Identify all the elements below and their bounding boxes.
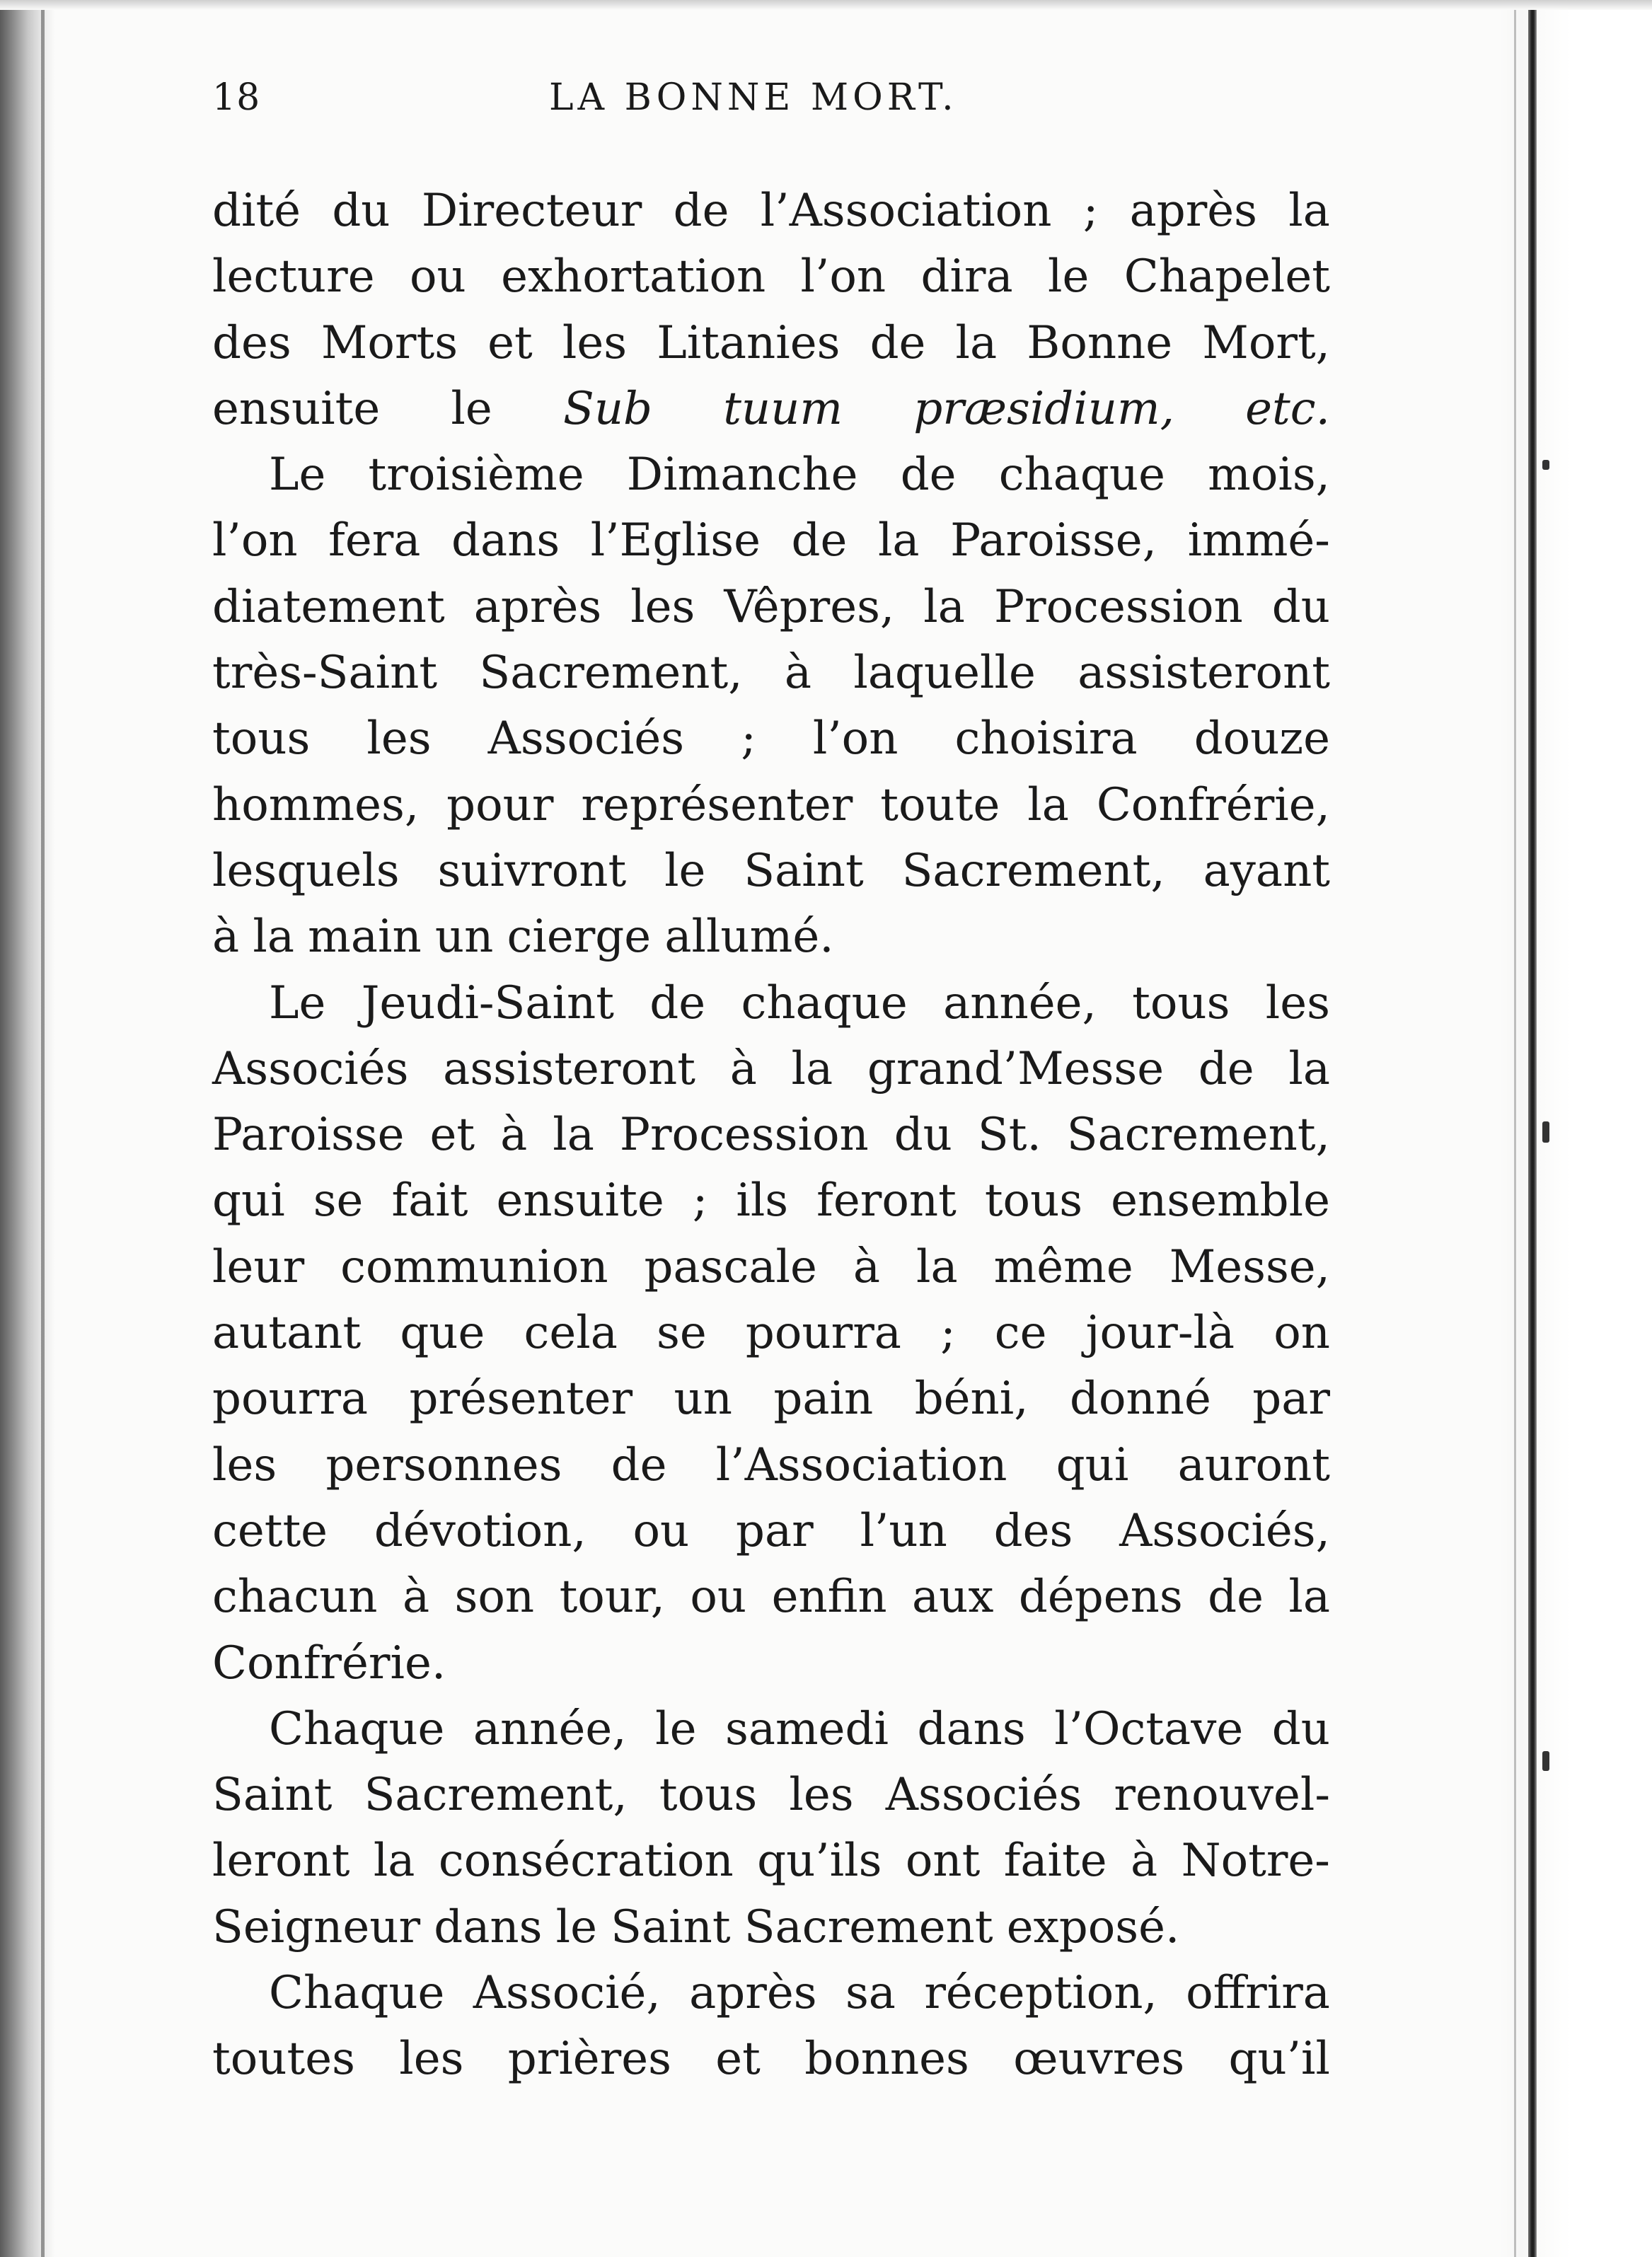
word: fera [328,514,421,567]
word: pour [446,778,554,831]
word: Sacrement, [1066,1109,1330,1162]
word: exposé. [1006,1900,1180,1953]
word: l’on [212,514,298,567]
word: fait [391,1174,468,1228]
word: Vêpres, [724,580,895,633]
word: de [1198,1042,1254,1095]
word: renouvel- [1114,1769,1330,1822]
word: par [736,1504,814,1557]
word: dira [920,250,1013,304]
word: de [870,316,926,369]
word: autant [212,1307,362,1360]
word: ce [994,1307,1047,1360]
word: de [900,449,957,502]
text-line [212,706,1330,772]
word: la [1288,1571,1330,1624]
word: la [791,1042,833,1095]
word: ensemble [1111,1174,1330,1228]
word: Chaque [269,1702,445,1755]
word: de [649,976,706,1029]
word: son [454,1571,535,1624]
word: un [434,911,494,964]
word: pascale [644,1240,817,1293]
word: des [212,316,291,369]
word: pain [773,1373,874,1426]
word: après [689,1967,817,2020]
text-line [212,838,1330,904]
word: personnes [325,1438,562,1491]
word: les [212,1438,277,1491]
word: douze [1194,712,1330,766]
word: allumé. [664,911,834,964]
text-line [212,1961,1330,2026]
word: ou [633,1504,690,1557]
word: même [993,1240,1133,1293]
word: jour-là [1085,1307,1235,1360]
word: toute [880,778,1000,831]
word: année, [943,976,1097,1029]
word: de [1208,1571,1264,1624]
word: feront [816,1174,957,1228]
word: Saint [611,1900,731,1953]
word: les [1265,976,1330,1029]
word: à [853,1240,880,1293]
text-line [212,508,1330,574]
text-line [212,1102,1330,1168]
word: représenter [581,778,853,831]
text-line [212,1895,1330,1961]
word: à [784,647,812,700]
text-line [212,640,1330,706]
word: à [729,1042,757,1095]
word: troisième [368,449,584,502]
word: diatement [212,580,445,633]
word: année, [473,1702,627,1755]
text-line [212,1762,1330,1828]
word: ou [690,1571,747,1624]
word: les [399,2033,464,2086]
word: enfin [771,1571,887,1624]
word: Morts [320,316,458,369]
word: Seigneur [212,1900,421,1953]
edge-mark [1542,1121,1549,1143]
text-line [212,442,1330,508]
text-line [212,904,1330,970]
word: à [1131,1835,1158,1888]
word: béni, [914,1373,1029,1426]
text-line [212,1499,1330,1564]
page-edge-thin-line [1514,0,1516,2257]
word: communion [340,1240,608,1293]
word: dépens [1018,1571,1183,1624]
word: consécration [438,1835,734,1888]
word: l’Association [715,1438,1007,1491]
word: Jeudi-Saint [361,976,614,1029]
text-line [212,971,1330,1037]
word: des [993,1504,1073,1557]
word: offrira [1186,1967,1330,2020]
word: immé- [1187,514,1330,567]
word: toutes [212,2033,355,2086]
text-line [212,244,1330,310]
word: Mort, [1202,316,1330,369]
word: cette [212,1504,328,1557]
word: cela [524,1307,618,1360]
running-head [212,76,1330,133]
text-line [212,1300,1330,1366]
word: la [1027,778,1069,831]
text-line [212,1697,1330,1762]
word: Sacrement, [901,844,1165,897]
word: qui [212,1174,285,1228]
word: le [655,1702,697,1755]
word: ; [1082,185,1099,237]
word: Messe, [1169,1240,1330,1293]
word: la [1288,185,1330,237]
text-line [212,1564,1330,1630]
text-line [212,1631,1330,1697]
word: par [1252,1373,1330,1426]
text-line [212,1828,1330,1894]
word: qu’ils [757,1835,882,1888]
word: chaque [998,449,1165,502]
word: Confrérie, [1096,778,1330,831]
word: ; [692,1174,708,1228]
edge-mark [1542,460,1549,470]
word: qui [1056,1438,1129,1491]
text-line [212,1366,1330,1432]
word: Procession [993,580,1243,633]
word: pourra [745,1307,901,1360]
text-line [212,575,1330,640]
word: se [313,1174,364,1228]
word: dans [917,1702,1026,1755]
word: Saint [744,844,864,897]
word: main [308,911,422,964]
word: l’Octave [1054,1702,1244,1755]
word: Associés [487,712,685,766]
word: un [674,1373,732,1426]
page-gutter-shadow [0,0,55,2257]
word: leur [212,1240,305,1293]
word: aux [912,1571,994,1624]
word: du [894,1109,952,1162]
word: la [373,1835,415,1888]
word: dans [451,514,560,567]
word: le [664,844,706,897]
word: qu’il [1228,2033,1330,2086]
word: on [1273,1307,1330,1360]
word: cierge [507,911,652,964]
word: l’Eglise [590,514,761,567]
italic-word: etc. [1245,382,1330,435]
word: lecture [212,250,375,304]
word: chaque [741,976,908,1029]
word: Dimanche [626,449,858,502]
page-edge-line [1528,0,1537,2257]
word: de [611,1438,667,1491]
word: Sacrement, [364,1769,628,1822]
word: St. [977,1109,1041,1162]
word: dans [434,1900,543,1953]
word: l’on [800,250,886,304]
word: tour, [559,1571,665,1624]
word: Sacrement [744,1900,993,1953]
word: le [555,1900,597,1953]
word: auront [1177,1438,1330,1491]
word: ont [905,1835,981,1888]
word: Notre- [1181,1835,1330,1888]
word: l’on [812,712,899,766]
text-line [212,773,1330,838]
text-line [212,1037,1330,1102]
word: pourra [212,1373,369,1426]
word: chacun [212,1571,378,1624]
word: se [657,1307,707,1360]
word: que [400,1307,485,1360]
word: dévotion, [374,1504,587,1557]
word: Procession [619,1109,869,1162]
word: leront [212,1835,350,1888]
text-line [212,376,1330,442]
word: à [212,911,240,964]
word: de [673,185,729,237]
italic-word: Sub [562,382,652,435]
word: la [877,514,920,567]
binding-edge [41,0,45,2257]
word: du [1271,580,1330,633]
word: après [473,580,602,633]
word: l’un [860,1504,947,1557]
word: Confrérie. [212,1637,446,1690]
top-edge-shadow [0,0,1652,10]
word: œuvres [1013,2033,1185,2086]
word: assisteront [1078,647,1330,700]
word: Associés [212,1042,409,1095]
word: les [630,580,695,633]
word: grand’Messe [867,1042,1165,1095]
word: Le [269,976,326,1029]
word: ensuite [496,1174,664,1228]
word: et [429,1109,475,1162]
word: ayant [1203,844,1330,897]
word: prières [507,2033,671,2086]
running-title: LA BONNE MORT. [549,76,958,119]
word: ; [940,1307,956,1360]
text-line [212,311,1330,376]
text-line [212,1168,1330,1234]
italic-word: tuum [723,382,843,435]
word: à [500,1109,528,1162]
word: exhortation [501,250,766,304]
word: Litanies [657,316,841,369]
word: ou [409,250,466,304]
word: Associés [885,1769,1082,1822]
word: dité [212,185,301,237]
italic-word: præsidium, [913,382,1174,435]
word: réception, [924,1967,1157,2020]
word: Le [269,449,326,502]
word: les [366,712,432,766]
word: choisira [954,712,1138,766]
word: la [553,1109,594,1162]
body-text [212,178,1330,2093]
word: assisteront [443,1042,695,1095]
word: les [562,316,628,369]
word: ils [736,1174,789,1228]
word: et [487,316,533,369]
word: bonnes [804,2033,969,2086]
word: la [253,911,294,964]
word: Associés, [1119,1504,1330,1557]
word: les [789,1769,854,1822]
word: tous [1132,976,1230,1029]
word: le [451,382,492,435]
word: Paroisse, [950,514,1157,567]
text-line [212,1433,1330,1499]
word: suivront [437,844,627,897]
text-line [212,178,1330,244]
word: la [915,1240,958,1293]
word: de [791,514,848,567]
word: lesquels [212,844,400,897]
word: Sacrement, [479,647,743,700]
word: très-Saint [212,647,438,700]
word: tous [659,1769,758,1822]
word: la [923,580,965,633]
word: sa [845,1967,896,2020]
word: du [1271,1702,1330,1755]
word: Bonne [1027,316,1173,369]
word: Paroisse [212,1109,405,1162]
word: à [402,1571,430,1624]
word: ; [741,712,756,766]
word: Directeur [421,185,642,237]
word: ensuite [212,382,381,435]
word: Saint [212,1769,333,1822]
page-number: 18 [212,76,261,119]
word: présenter [409,1373,633,1426]
word: Chapelet [1124,250,1330,304]
word: faite [1003,1835,1107,1888]
word: donné [1070,1373,1211,1426]
word: tous [984,1174,1083,1228]
text-line [212,1235,1330,1300]
right-margin [1500,0,1652,2257]
word: la [955,316,998,369]
word: du [332,185,391,237]
word: et [715,2033,761,2086]
edge-mark [1542,1751,1549,1771]
word: Associé, [473,1967,661,2020]
word: hommes, [212,778,420,831]
word: tous [212,712,311,766]
word: samedi [724,1702,889,1755]
word: après [1129,185,1257,237]
text-line [212,2026,1330,2092]
word: la [1288,1042,1330,1095]
word: laquelle [853,647,1036,700]
word: le [1048,250,1090,304]
word: l’Association [760,185,1052,237]
word: mois, [1208,449,1330,502]
word: Chaque [269,1967,445,2020]
